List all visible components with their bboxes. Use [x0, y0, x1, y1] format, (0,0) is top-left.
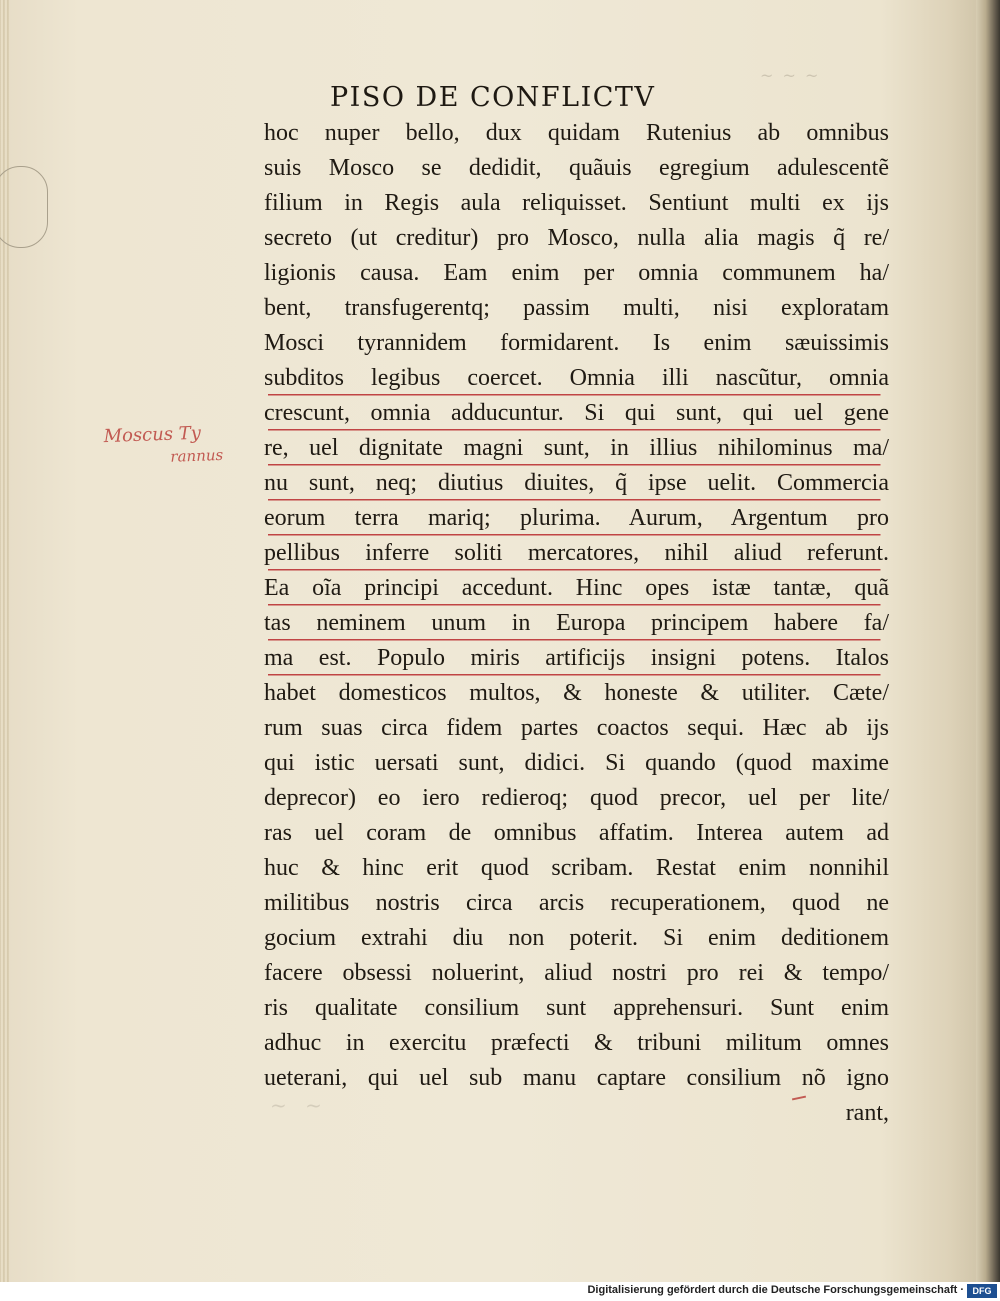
catchword: rant,	[845, 1100, 889, 1126]
underlined-text-line: subditos legibus coercet. Omnia illi nascũtur, omnia	[264, 361, 889, 396]
footer-bar	[0, 1282, 1000, 1301]
underlined-text-line: Ea oĩa principi accedunt. Hinc opes istæ tantæ, quã	[264, 571, 889, 606]
text-line: ligionis causa. Eam enim per omnia communem ha/	[264, 260, 889, 286]
underlined-text-line: tas neminem unum in Europa principem habere fa/	[264, 606, 889, 641]
text-line: ras uel coram de omnibus affatim. Interea autem ad	[264, 820, 889, 846]
text-line: suis Mosco se dedidit, quãuis egregium adulescentẽ	[264, 155, 889, 181]
text-line: bent, transfugerentq; passim multi, nisi exploratam	[264, 295, 889, 321]
text-line: ueterani, qui uel sub manu captare consilium nõ igno	[264, 1065, 889, 1091]
underlined-text-line: ma est. Populo miris artificijs insigni potens. Italos	[264, 641, 889, 676]
running-head: PISO DE CONFLICTV	[330, 82, 656, 113]
dfg-logo: DFG	[967, 1284, 997, 1298]
body-text	[264, 116, 889, 1131]
bleed-through-signature: ~ ~	[270, 1093, 328, 1117]
binding-thread-mark	[0, 166, 48, 248]
text-line: qui istic uersati sunt, didici. Si quando (quod maxime	[264, 750, 889, 776]
marginal-note	[103, 422, 223, 470]
text-line: habet domesticos multos, & honeste & utiliter. Cæte/	[264, 680, 889, 706]
text-line: ris qualitate consilium sunt apprehensuri. Sunt enim	[264, 995, 889, 1021]
bleed-through-text: ~ ~ ~	[760, 66, 821, 85]
page-gutter-shadow	[976, 0, 1000, 1282]
marginal-note-line: Moscus Ty	[103, 422, 202, 448]
text-line: hoc nuper bello, dux quidam Rutenius ab omnibus	[264, 120, 889, 146]
underlined-text-line: re, uel dignitate magni sunt, in illius nihilominus ma/	[264, 431, 889, 466]
underlined-text-line: eorum terra mariq; plurima. Aurum, Argentum pro	[264, 501, 889, 536]
text-line: huc & hinc erit quod scribam. Restat enim nonnihil	[264, 855, 889, 881]
text-line: Mosci tyrannidem formidarent. Is enim sæuissimis	[264, 330, 889, 356]
text-line: rum suas circa fidem partes coactos sequi. Hæc ab ijs	[264, 715, 889, 741]
text-line: deprecor) eo iero redieroq; quod precor, uel per lite/	[264, 785, 889, 811]
underlined-text-line: nu sunt, neq; diutius diuites, q̃ ipse uelit. Commercia	[264, 466, 889, 501]
marginal-note-line: rannus	[170, 445, 224, 466]
text-line: facere obsessi noluerint, aliud nostri pro rei & tempo/	[264, 960, 889, 986]
text-line: gocium extrahi diu non poterit. Si enim deditionem	[264, 925, 889, 951]
text-line: adhuc in exercitu præfecti & tribuni militum omnes	[264, 1030, 889, 1056]
underlined-text-line: crescunt, omnia adducuntur. Si qui sunt, qui uel gene	[264, 396, 889, 431]
text-line: secreto (ut creditur) pro Mosco, nulla alia magis q̃ re/	[264, 225, 889, 251]
underlined-text-line: pellibus inferre soliti mercatores, nihil aliud referunt.	[264, 536, 889, 571]
funding-credit: Digitalisierung gefördert durch die Deutsche Forschungsgemeinschaft ·	[587, 1284, 964, 1296]
text-line: militibus nostris circa arcis recuperationem, quod ne	[264, 890, 889, 916]
text-line: filium in Regis aula reliquisset. Sentiunt multi ex ijs	[264, 190, 889, 216]
